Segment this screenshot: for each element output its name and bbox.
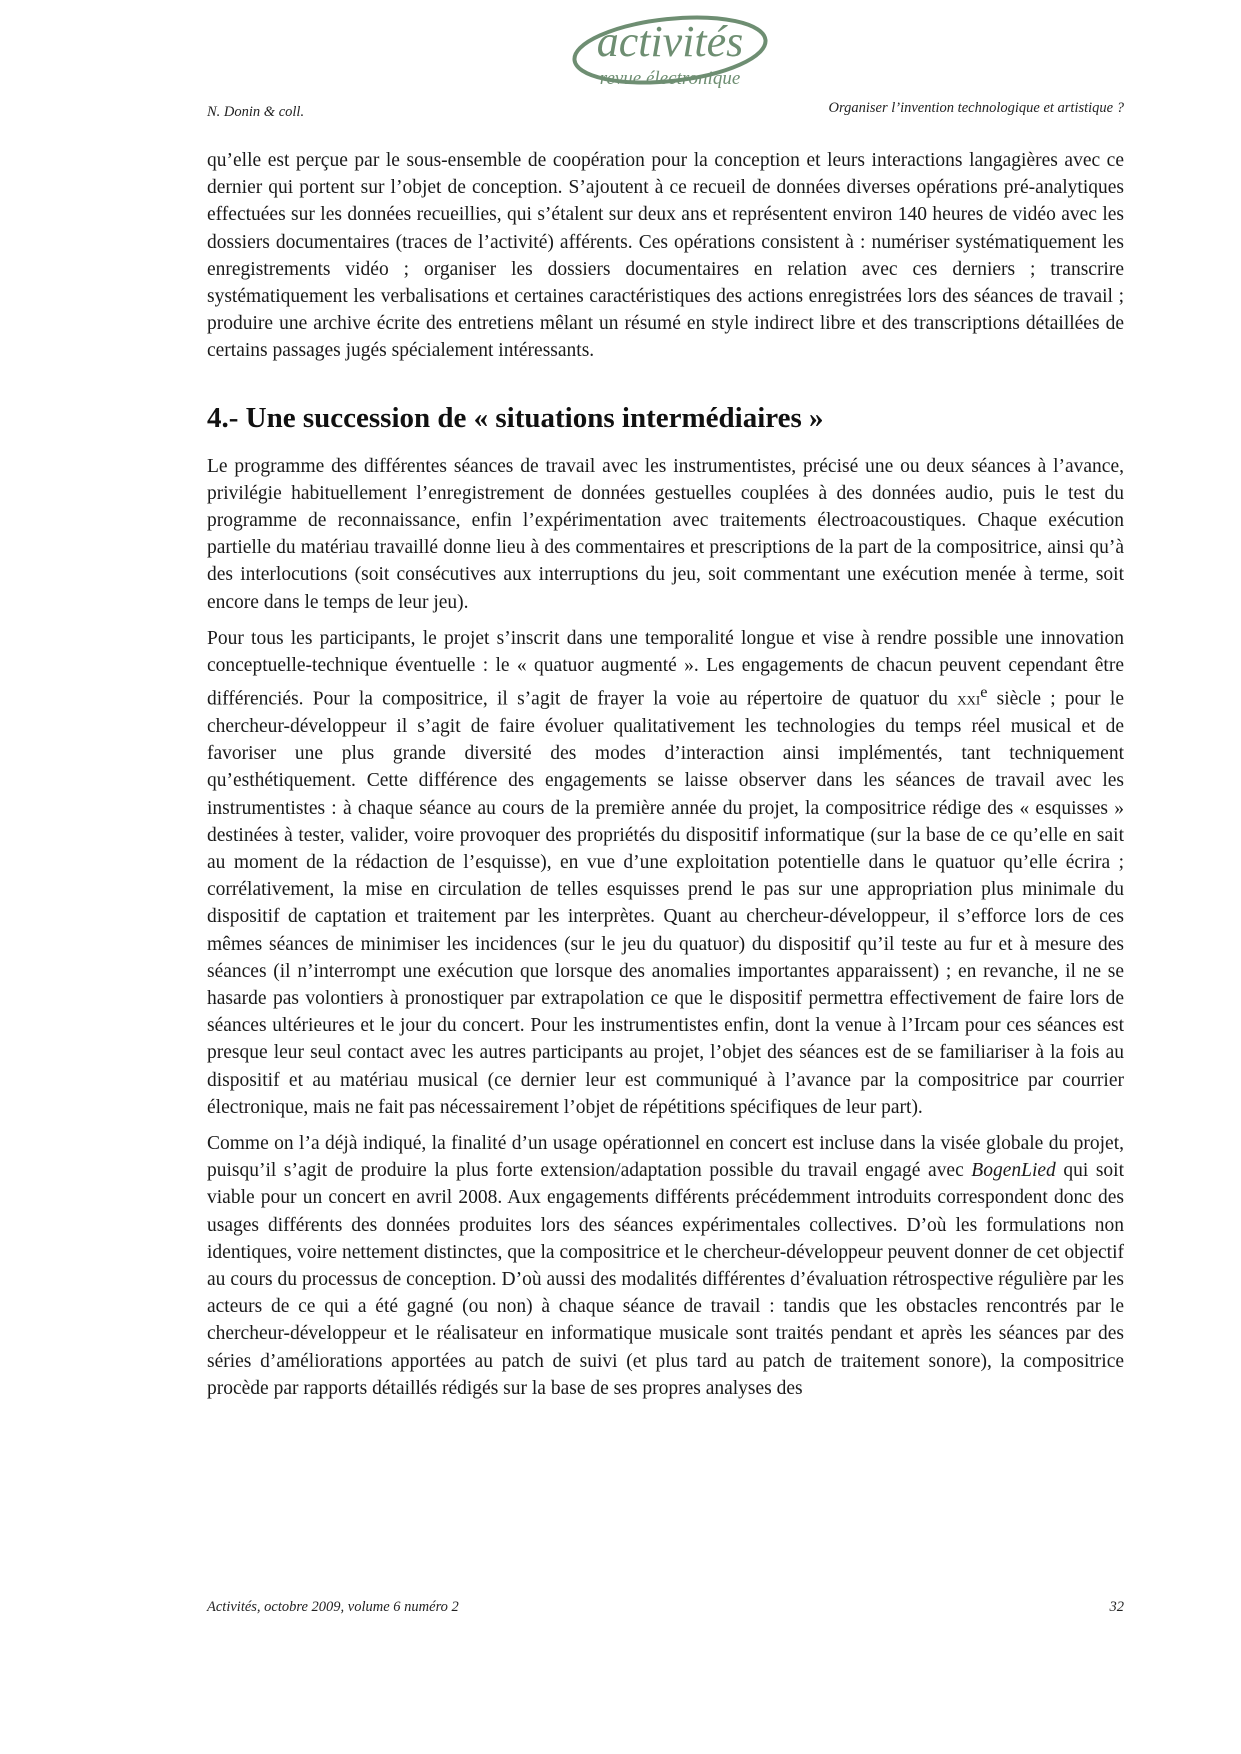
paragraph-3 [207,625,1124,1121]
logo-word: activités [596,17,744,66]
work-title: BogenLied [971,1160,1056,1182]
section-heading: 4.- Une succession de « situations intermédiaires » [207,401,824,434]
paragraph-1: qu’elle est perçue par le sous-ensemble de coopération pour la conception et leurs interactions langagières avec ce dernier qui portent sur l’objet de conception. S’ajoutent à ce recueil de données diverses opérations pré-analytiques effectuées sur les données recueillies, qui s’étalent sur deux ans et représentent environ 140 heures de vidéo avec les dossiers documentaires (traces de l’activité) afférents. Ces opérations consistent à : numériser systématiquement les enregistrements vidéo ; organiser les dossiers documentaires en relation avec ces derniers ; transcrire systématiquement les verbalisations et certaines caractéristiques des actions enregistrées lors des séances de travail ; produire une archive écrite des entretiens mêlant un résumé en style indirect libre et des transcriptions détaillées de certains passages jugés spécialement intéressants. [207,150,1124,362]
paragraph-3-part-b: siècle ; pour le chercheur-développeur il s’agit de faire évoluer qualitativement les technologies du temps réel musical et de favoriser une plus grande diversité des modes d’interaction ainsi implémentés, tant techniquement qu’esthétiquement. Cette différence des engagements se laisse observer dans les séances de travail avec les instrumentistes : à chaque séance au cours de la première année du projet, la compositrice rédige des « esquisses » destinées à tester, valider, voire provoquer des propriétés du dispositif informatique (sur la base de ce qu’elle en sait au moment de la rédaction de l’esquisse), en vue d’une exploitation potentielle dans le quatuor qu’elle écrira ; corrélativement, la mise en circulation de telles esquisses prend le pas sur une appropriation plus minimale du dispositif de captation et traitement par les interprètes. Quant au chercheur-développeur, il s’efforce lors de ces mêmes séances de minimiser les incidences (sur le jeu du quatuor) du dispositif qu’il teste au fur et à mesure des séances (il n’interrompt une exécution que lorsque des anomalies importantes apparaissent) ; en revanche, il ne se hasarde pas volontiers à pronostiquer par extrapolation ce que le dispositif permettra effectivement de faire lors de séances ultérieures et le jour du concert. Pour les instrumentistes enfin, dont la venue à l’Ircam pour ces séances est presque leur seul contact avec les autres participants au projet, l’objet des séances est de se familiariser à la fois au dispositif et au matériau musical (ce dernier leur est communiqué à l’avance par la compositrice par courrier électronique, mais ne fait pas nécessairement l’objet de répétitions spécifiques de leur part). [207,688,1124,1118]
footer-citation: Activités, octobre 2009, volume 6 numéro 2 [207,1599,459,1615]
paragraph-2: Le programme des différentes séances de travail avec les instrumentistes, précisé une ou deux séances à l’avance, privilégie habituellement l’enregistrement de données gestuelles couplées à des données audio, puis le test du programme de reconnaissance, enfin l’expérimentation avec traitements électroacoustiques. Chaque exécution partielle du matériau travaillé donne lieu à des commentaires et prescriptions de la part de la compositrice, ainsi qu’à des interlocutions (soit consécutives aux interruptions du jeu, soit commentant une exécution menée à terme, soit encore dans le temps de leur jeu). [207,455,1124,613]
journal-logo [566,10,776,94]
running-header-authors: N. Donin & coll. [207,104,305,120]
article-body [207,147,1124,1411]
running-header-title: Organiser l’invention technologique et artistique ? [828,100,1124,116]
paragraph-4-part-b: qui soit viable pour un concert en avril 2008. Aux engagements différents précédemment introduits correspondent donc des usages différents des données produites lors des séances expérimentales collectives. D’où les formulations non identiques, voire nettement distinctes, que la compositrice et le chercheur-développeur peuvent donner de cet objectif au cours du processus de conception. D’où aussi des modalités différentes d’évaluation rétrospective régulière par les acteurs de ce qui a été gagné (ou non) à chaque séance de travail : tandis que les obstacles rencontrés par le chercheur-développeur et le réalisateur en informatique musicale sont traités pendant et après les séances par des séries d’améliorations apportées au patch de suivi (et plus tard au patch de traitement sonore), la compositrice procède par rapports détaillés rédigés sur la base de ses propres analyses des [207,1160,1124,1399]
logo-subtitle: revue électronique [599,68,741,89]
paragraph-4 [207,1130,1124,1402]
logo-emblem [566,10,776,94]
century-numeral: xxi [957,688,981,710]
paragraph-3-part-a: Pour tous les participants, le projet s’inscrit dans une temporalité longue et vise à rendre possible une innovation conceptuelle-technique éventuelle : le « quatuor augmenté ». Les engagements de chacun peuvent cependant être différenciés. Pour la compositrice, il s’agit de frayer la voie au répertoire de quatuor du [207,627,1124,710]
paragraph-4-part-a: Comme on l’a déjà indiqué, la finalité d’un usage opérationnel en concert est incluse dans la visée globale du projet, puisqu’il s’agit de produire la plus forte extension/adaptation possible du travail engagé avec [207,1133,1124,1182]
century-superscript: e [980,683,988,702]
page-number: 32 [1109,1599,1124,1615]
